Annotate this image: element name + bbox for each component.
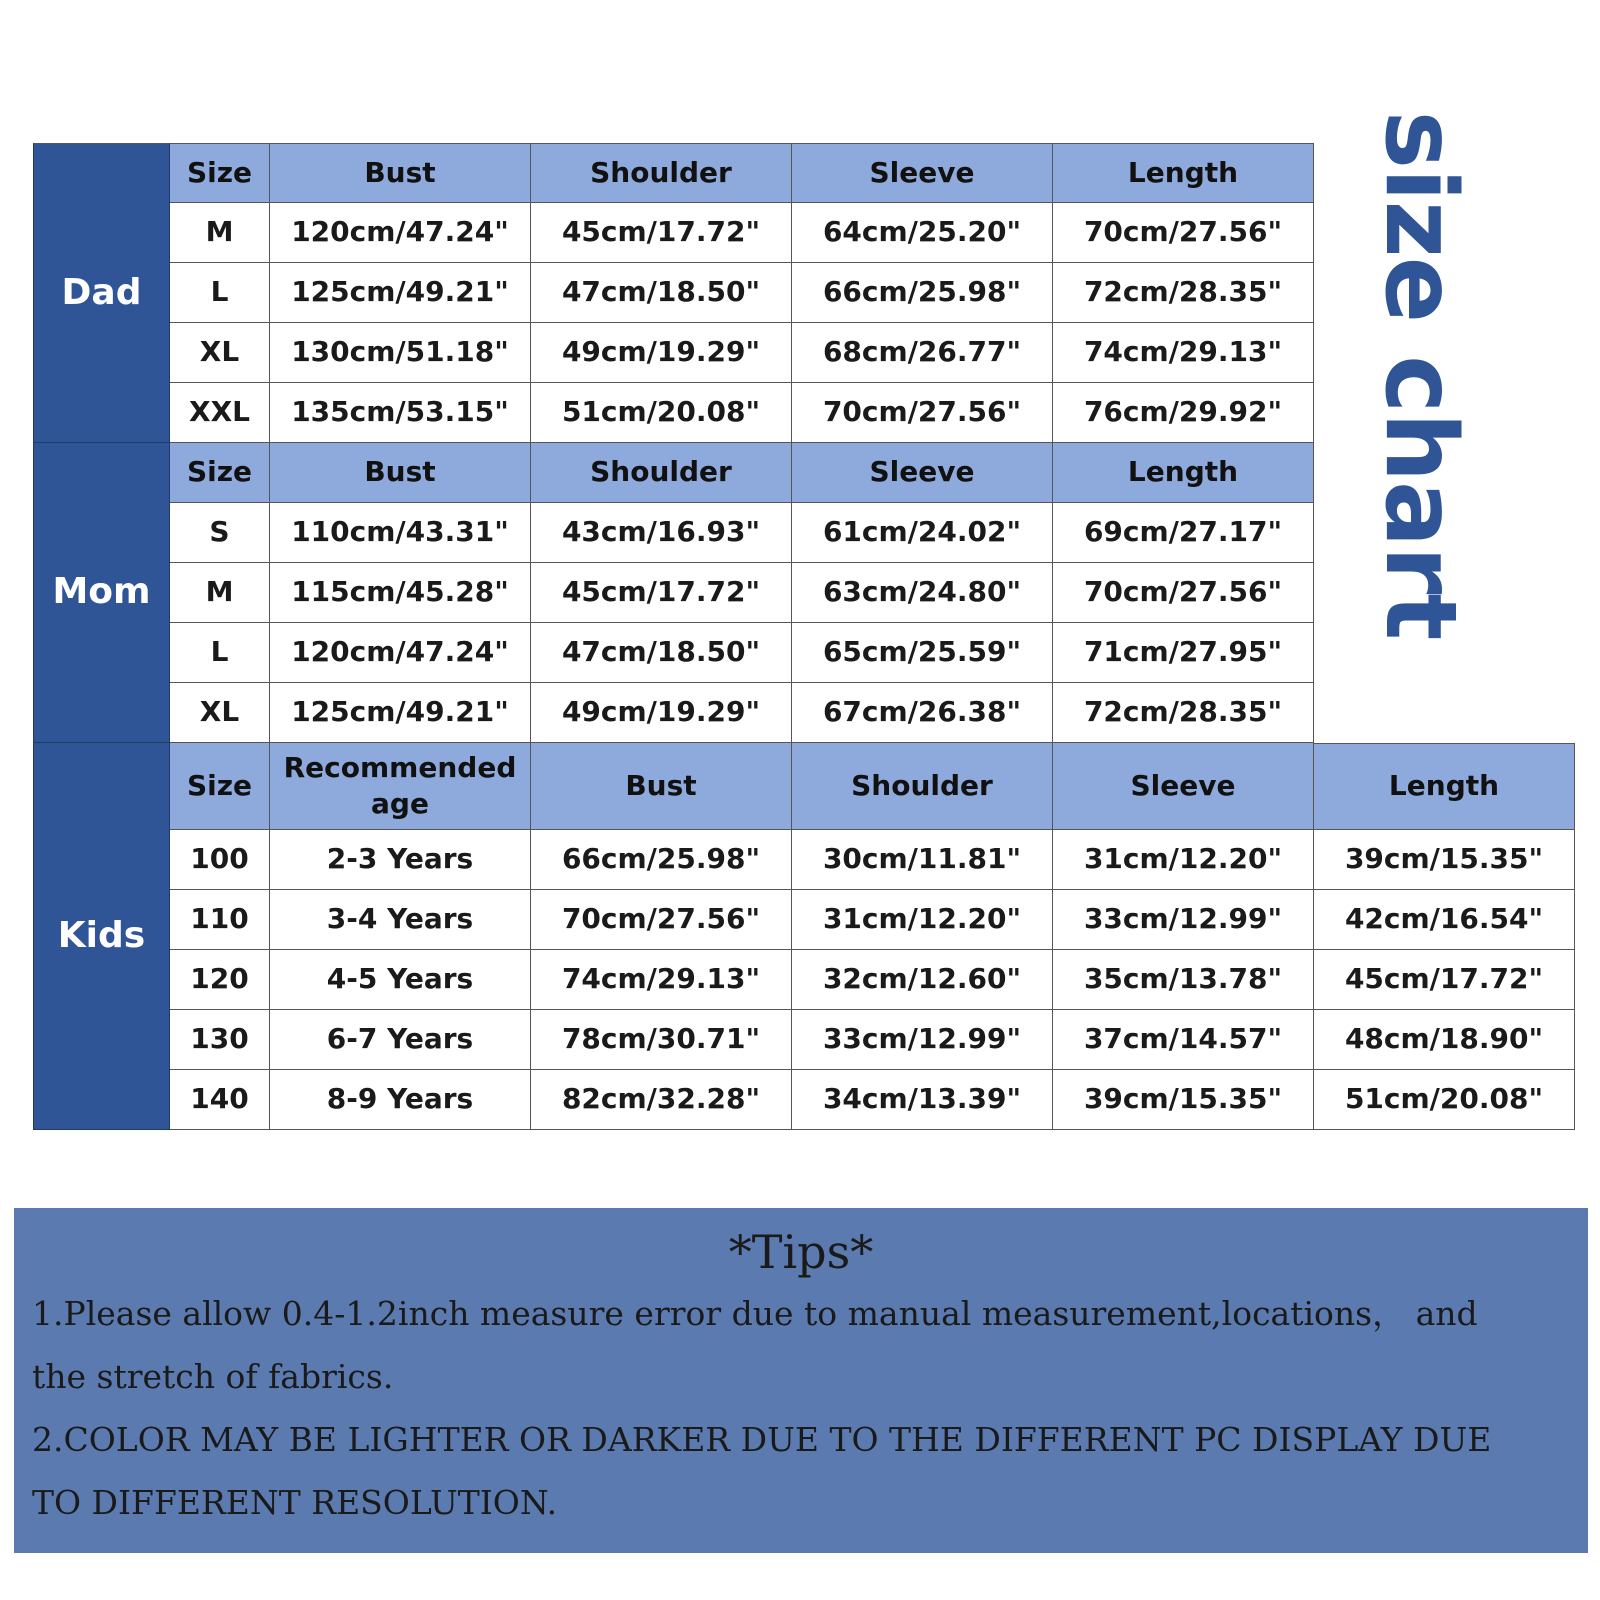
header-shoulder: Shoulder [792, 743, 1053, 830]
table-cell: 42cm/16.54" [1314, 890, 1575, 950]
table-cell: 135cm/53.15" [270, 383, 531, 443]
table-cell: 61cm/24.02" [792, 503, 1053, 563]
table-cell: 66cm/25.98" [792, 263, 1053, 323]
table-cell: 70cm/27.56" [792, 383, 1053, 443]
table-cell: 33cm/12.99" [792, 1010, 1053, 1070]
table-cell: M [170, 203, 270, 263]
table-cell: 49cm/19.29" [531, 323, 792, 383]
tips-panel [14, 1208, 1588, 1553]
table-cell: XL [170, 683, 270, 743]
table-cell: 67cm/26.38" [792, 683, 1053, 743]
table-cell: 34cm/13.39" [792, 1070, 1053, 1130]
group-label-dad: Dad [33, 143, 170, 443]
table-cell: 130cm/51.18" [270, 323, 531, 383]
group-label-kids: Kids [33, 743, 170, 1130]
header-size: Size [170, 743, 270, 830]
tips-title: *Tips* [728, 1225, 874, 1279]
table-cell: 6-7 Years [270, 1010, 531, 1070]
table-cell: 72cm/28.35" [1053, 683, 1314, 743]
table-cell: 68cm/26.77" [792, 323, 1053, 383]
header-length: Length [1314, 743, 1575, 830]
table-cell: 63cm/24.80" [792, 563, 1053, 623]
header-bust: Bust [270, 443, 531, 503]
table-cell: 82cm/32.28" [531, 1070, 792, 1130]
table-cell: S [170, 503, 270, 563]
tips-line: 2.COLOR MAY BE LIGHTER OR DARKER DUE TO THE DIFFERENT PC DISPLAY DUE [32, 1420, 1492, 1459]
table-cell: 120 [170, 950, 270, 1010]
header-recommended-age: Recommended age [270, 743, 531, 830]
table-cell: 49cm/19.29" [531, 683, 792, 743]
header-length: Length [1053, 143, 1314, 203]
table-cell: 8-9 Years [270, 1070, 531, 1130]
table-cell: 32cm/12.60" [792, 950, 1053, 1010]
table-cell: 70cm/27.56" [531, 890, 792, 950]
table-cell: 30cm/11.81" [792, 830, 1053, 890]
table-cell: 70cm/27.56" [1053, 563, 1314, 623]
table-cell: 70cm/27.56" [1053, 203, 1314, 263]
table-cell: 31cm/12.20" [792, 890, 1053, 950]
header-size: Size [170, 443, 270, 503]
table-cell: 65cm/25.59" [792, 623, 1053, 683]
table-cell: 2-3 Years [270, 830, 531, 890]
table-cell: 39cm/15.35" [1314, 830, 1575, 890]
table-cell: 51cm/20.08" [1314, 1070, 1575, 1130]
header-bust: Bust [270, 143, 531, 203]
table-cell: 45cm/17.72" [531, 563, 792, 623]
tips-line: the stretch of fabrics. [32, 1357, 394, 1396]
table-cell: 33cm/12.99" [1053, 890, 1314, 950]
table-cell: 120cm/47.24" [270, 623, 531, 683]
table-cell: 78cm/30.71" [531, 1010, 792, 1070]
table-cell: 39cm/15.35" [1053, 1070, 1314, 1130]
table-cell: 74cm/29.13" [1053, 323, 1314, 383]
table-cell: 140 [170, 1070, 270, 1130]
table-cell: 51cm/20.08" [531, 383, 792, 443]
table-cell: 72cm/28.35" [1053, 263, 1314, 323]
table-cell: 43cm/16.93" [531, 503, 792, 563]
table-cell: M [170, 563, 270, 623]
header-bust: Bust [531, 743, 792, 830]
table-cell: 64cm/25.20" [792, 203, 1053, 263]
table-cell: 45cm/17.72" [1314, 950, 1575, 1010]
table-cell: 35cm/13.78" [1053, 950, 1314, 1010]
tips-line: TO DIFFERENT RESOLUTION. [32, 1483, 558, 1522]
table-cell: 120cm/47.24" [270, 203, 531, 263]
table-cell: 110 [170, 890, 270, 950]
size-table [33, 143, 1575, 1130]
table-cell: 100 [170, 830, 270, 890]
table-cell: 71cm/27.95" [1053, 623, 1314, 683]
table-cell: 66cm/25.98" [531, 830, 792, 890]
header-sleeve: Sleeve [792, 443, 1053, 503]
table-cell: 48cm/18.90" [1314, 1010, 1575, 1070]
table-cell: L [170, 623, 270, 683]
table-cell: 31cm/12.20" [1053, 830, 1314, 890]
table-cell: 47cm/18.50" [531, 623, 792, 683]
header-sleeve: Sleeve [1053, 743, 1314, 830]
tips-line: 1.Please allow 0.4-1.2inch measure error due to manual measurement,locations， and [32, 1294, 1478, 1333]
table-cell: 130 [170, 1010, 270, 1070]
table-cell: 47cm/18.50" [531, 263, 792, 323]
table-cell: 45cm/17.72" [531, 203, 792, 263]
table-cell: 125cm/49.21" [270, 683, 531, 743]
table-cell: 110cm/43.31" [270, 503, 531, 563]
header-sleeve: Sleeve [792, 143, 1053, 203]
group-label-mom: Mom [33, 443, 170, 743]
table-cell: XL [170, 323, 270, 383]
table-cell: 37cm/14.57" [1053, 1010, 1314, 1070]
table-cell: 76cm/29.92" [1053, 383, 1314, 443]
table-cell: L [170, 263, 270, 323]
table-cell: 115cm/45.28" [270, 563, 531, 623]
header-size: Size [170, 143, 270, 203]
header-shoulder: Shoulder [531, 143, 792, 203]
header-length: Length [1053, 443, 1314, 503]
table-cell: 4-5 Years [270, 950, 531, 1010]
header-shoulder: Shoulder [531, 443, 792, 503]
table-cell: 125cm/49.21" [270, 263, 531, 323]
table-cell: 69cm/27.17" [1053, 503, 1314, 563]
table-cell: 3-4 Years [270, 890, 531, 950]
table-cell: 74cm/29.13" [531, 950, 792, 1010]
table-cell: XXL [170, 383, 270, 443]
size-chart-title-text: size chart [1363, 110, 1477, 640]
